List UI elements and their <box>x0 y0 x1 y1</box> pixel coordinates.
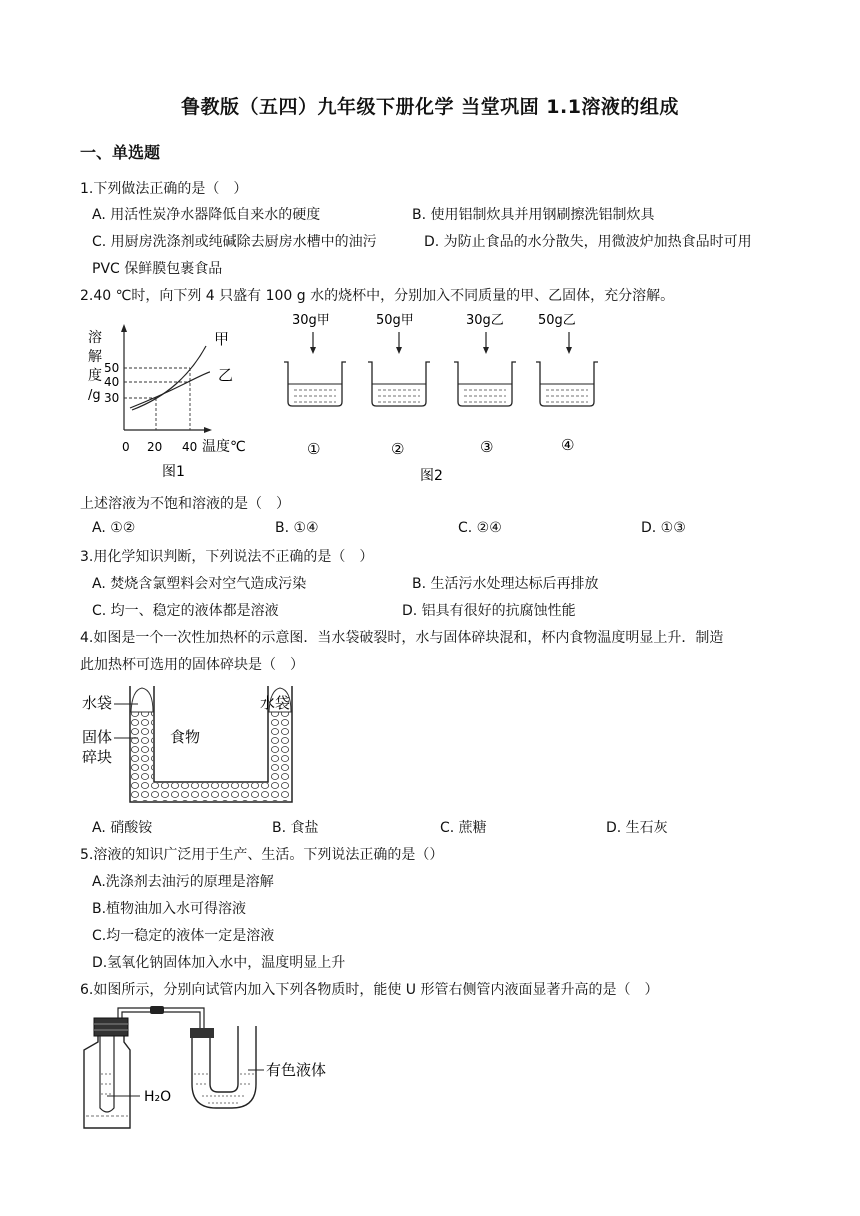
fig1-xlabel: 温度℃ <box>202 439 246 455</box>
fig1-ylabel-2: 解 <box>88 349 102 365</box>
q4-label-solid-1: 固体 <box>82 728 113 746</box>
q6-figure-u-tube <box>80 1004 360 1132</box>
q2-option-d: D. ①③ <box>641 520 686 536</box>
q3-option-a: A. 焚烧含氯塑料会对空气造成污染 <box>92 576 307 592</box>
q4-stem-line-1: 4.如图是一个一次性加热杯的示意图．当水袋破裂时，水与固体碎块混和，杯内食物温度明显上升．制造 <box>80 630 724 646</box>
beaker-2-number: ② <box>391 440 405 458</box>
q1-option-a: A. 用活性炭净水器降低自来水的硬度 <box>92 207 321 223</box>
fig1-ylabel-3: 度 <box>88 368 102 384</box>
beaker-1-number: ① <box>307 440 321 458</box>
q4-option-a: A. 硝酸铵 <box>92 820 153 836</box>
q1-option-b: B. 使用铝制炊具并用钢刷擦洗铝制炊具 <box>412 207 655 223</box>
beaker-4-label: 50g乙 <box>538 313 576 328</box>
q1-option-c: C. 用厨房洗涤剂或纯碱除去厨房水槽中的油污 <box>92 234 377 250</box>
q4-option-b: B. 食盐 <box>272 820 319 836</box>
q1-stem: 1.下列做法正确的是（ ） <box>80 181 248 197</box>
q3-option-d: D. 铝具有很好的抗腐蚀性能 <box>402 603 576 619</box>
beaker-1 <box>284 313 346 458</box>
fig1-series-yi: 乙 <box>218 366 234 384</box>
fig1-xtick-40: 40 <box>182 440 198 454</box>
q4-label-food: 食物 <box>170 728 201 746</box>
q3-option-b: B. 生活污水处理达标后再排放 <box>412 576 599 592</box>
q1-option-d-continued: PVC 保鲜膜包裹食品 <box>92 261 223 277</box>
fig1-ytick-40: 40 <box>104 375 120 389</box>
q2-option-c: C. ②④ <box>458 520 502 536</box>
beaker-3-label: 30g乙 <box>466 313 504 328</box>
beaker-1-label: 30g甲 <box>292 313 330 328</box>
fig1-ylabel-4: /g <box>88 388 101 403</box>
q5-option-b: B.植物油加入水可得溶液 <box>92 901 247 917</box>
beaker-3-number: ③ <box>480 438 494 456</box>
q5-stem: 5.溶液的知识广泛用于生产、生活。下列说法正确的是（） <box>80 847 444 863</box>
q4-label-solid-2: 碎块 <box>82 748 113 766</box>
fig1-ylabel-1: 溶 <box>88 330 102 346</box>
beaker-3 <box>454 313 516 456</box>
q3-option-c: C. 均一、稳定的液体都是溶液 <box>92 603 279 619</box>
beaker-2-label: 50g甲 <box>376 313 414 328</box>
q2-stem: 2.40 ℃时，向下列 4 只盛有 100 g 水的烧杯中，分别加入不同质量的甲、乙固体，充分溶解。 <box>80 288 675 304</box>
q2-question: 上述溶液为不饱和溶液的是（ ） <box>80 496 290 512</box>
q4-label-water-bag-left: 水袋 <box>82 694 113 712</box>
q2-option-b: B. ①④ <box>275 520 319 536</box>
q3-stem: 3.用化学知识判断，下列说法不正确的是（ ） <box>80 549 374 565</box>
fig1-xtick-0: 0 <box>122 440 130 454</box>
section-heading: 一、单选题 <box>80 143 161 162</box>
beaker-2 <box>368 313 430 458</box>
q4-option-d: D. 生石灰 <box>606 820 668 836</box>
beaker-4-number: ④ <box>561 436 575 454</box>
q2-option-a: A. ①② <box>92 520 136 536</box>
q2-figure-2-beakers <box>280 306 600 486</box>
fig1-ytick-50: 50 <box>104 361 120 375</box>
q4-label-water-bag-right: 水袋 <box>260 694 291 712</box>
q4-option-c: C. 蔗糖 <box>440 820 487 836</box>
q2-figure-1-solubility-curve <box>80 318 270 484</box>
fig2-caption: 图2 <box>420 468 443 484</box>
fig1-curve-yi <box>130 372 210 408</box>
q6-label-colored-liquid: 有色液体 <box>266 1061 327 1079</box>
q1-option-d: D. 为防止食品的水分散失，用微波炉加热食品时可用 <box>424 234 752 250</box>
q5-option-c: C.均一稳定的液体一定是溶液 <box>92 928 275 944</box>
q4-stem-line-2: 此加热杯可选用的固体碎块是（ ） <box>80 657 304 673</box>
q5-option-d: D.氢氧化钠固体加入水中，温度明显上升 <box>92 955 346 971</box>
page-title: 鲁教版（五四）九年级下册化学 当堂巩固 1.1溶液的组成 <box>181 96 679 118</box>
beaker-4 <box>536 313 598 454</box>
q6-stem: 6.如图所示，分别向试管内加入下列各物质时，能使 U 形管右侧管内液面显著升高的是（ ） <box>80 982 659 998</box>
fig1-xtick-20: 20 <box>147 440 163 454</box>
q6-label-water: H₂O <box>144 1089 172 1105</box>
fig1-caption: 图1 <box>162 464 185 480</box>
q5-option-a: A.洗涤剂去油污的原理是溶解 <box>92 874 274 890</box>
q4-figure-heating-cup <box>80 682 310 808</box>
fig1-ytick-30: 30 <box>104 391 120 405</box>
fig1-series-jia: 甲 <box>214 330 230 348</box>
